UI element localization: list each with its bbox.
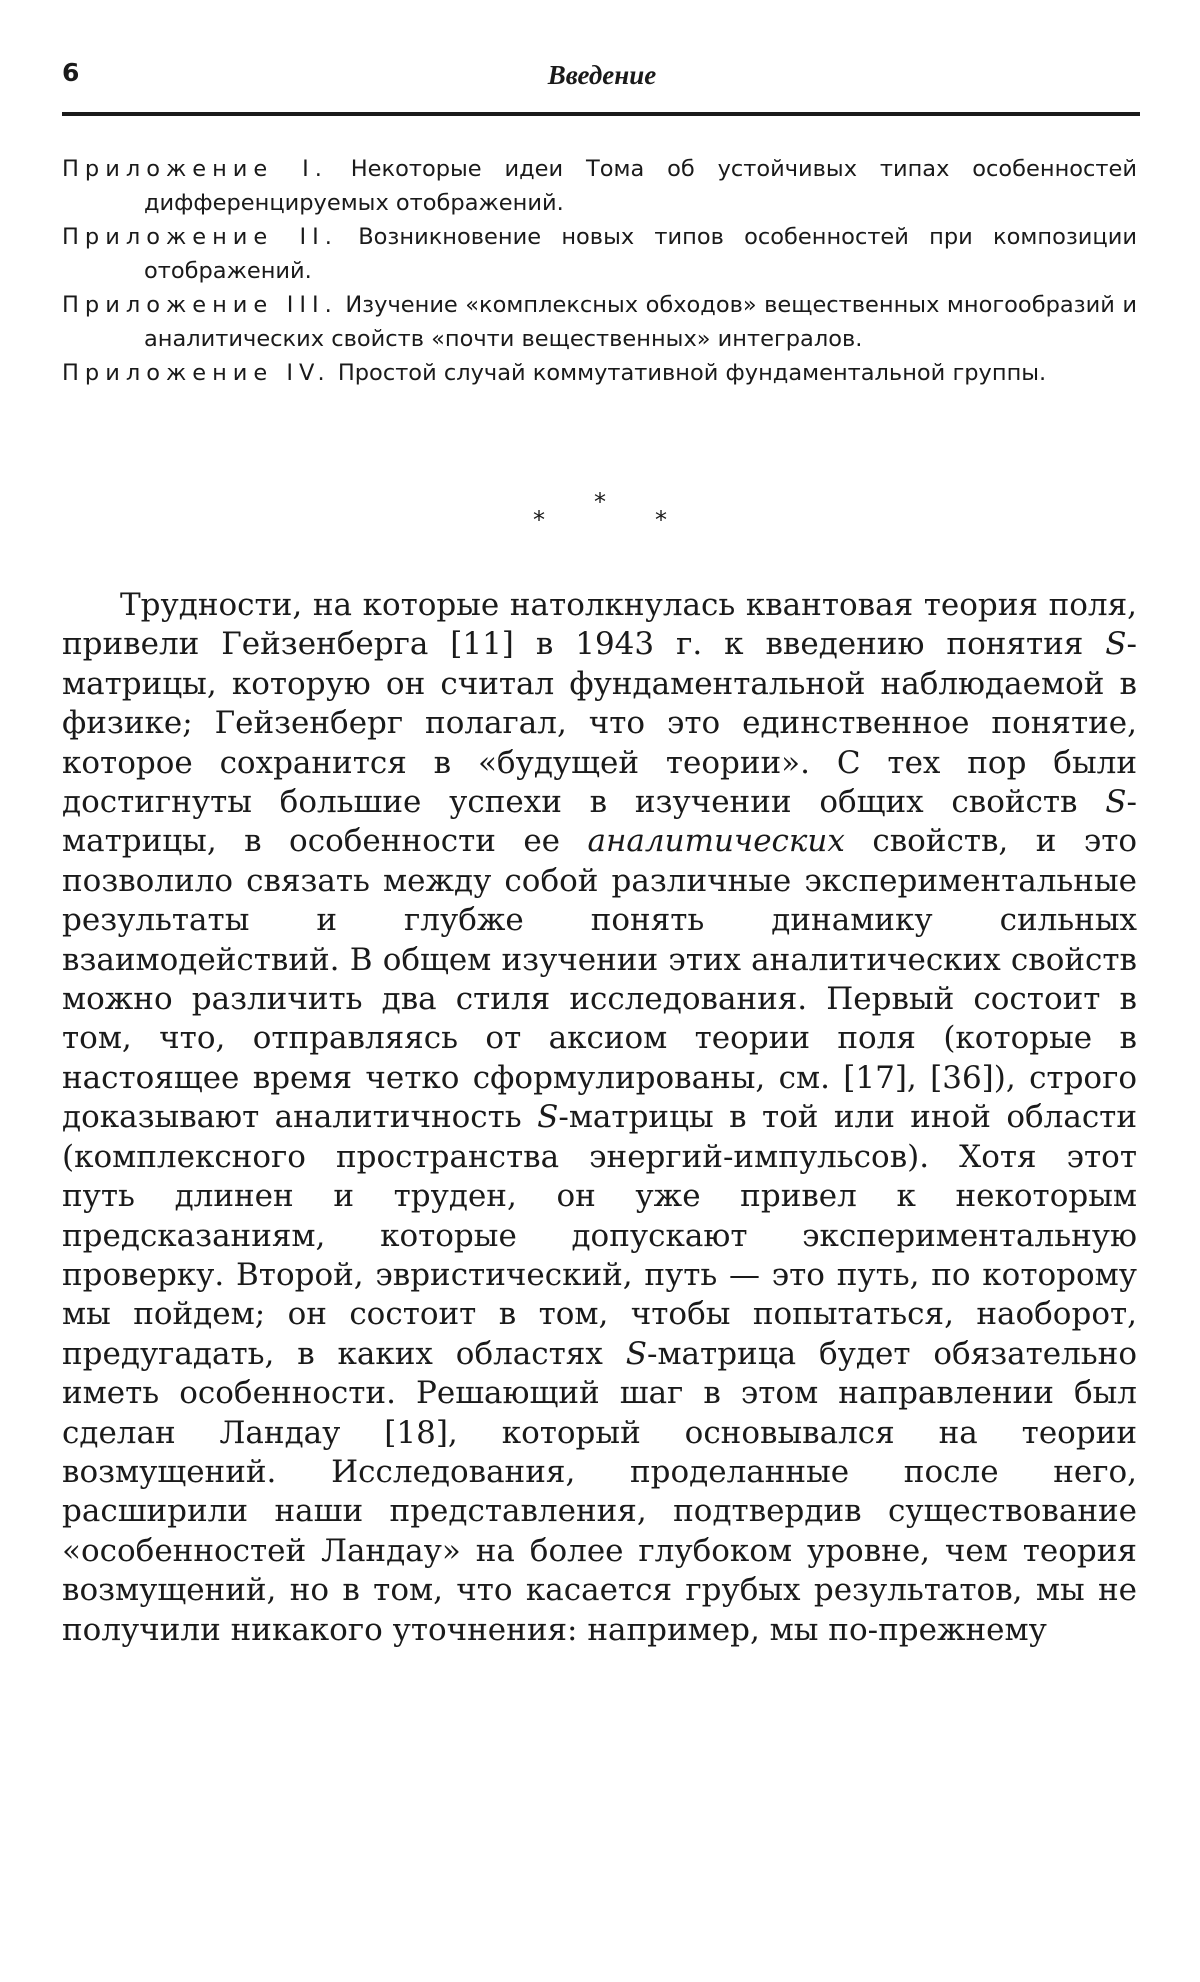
appendix-list <box>62 152 1137 390</box>
math-symbol: S <box>537 1099 559 1136</box>
math-symbol: S <box>1105 784 1127 821</box>
math-symbol: S <box>1105 626 1127 663</box>
asterisk: * <box>655 506 667 534</box>
asterisk: * <box>533 506 545 534</box>
body-text-run: -матрица будет обязательно иметь особенности. Решающий шаг в этом направлении был сделан Ландау [18], который основывался на теории возмущений. Исследования, проделанные после него, расширили наши представления, подтвердив существование «особенностей Ландау» на более глубоком уровне, чем теория возмущений, но в том, что касается грубых результатов, мы не получили никакого уточнения: например, мы по-прежнему <box>62 1335 1137 1648</box>
page-number: 6 <box>62 58 80 87</box>
appendix-label: Приложение II. <box>62 224 338 250</box>
appendix-label: Приложение IV. <box>62 360 331 386</box>
math-symbol: S <box>625 1335 647 1372</box>
appendix-item <box>62 152 1137 220</box>
body-text-run: -матрицы, в особенности ее <box>62 784 1137 860</box>
body-text-run: -матрицы в той или иной области (комплексного пространства энергий-импульсов). Хотя этот путь длинен и труден, он уже привел к некоторым предсказаниям, которые допускают экспериментальную проверку. Второй, эвристический, путь — это путь, по которому мы пойдем; он состоит в том, чтобы попытаться, наоборот, предугадать, в каких областях <box>62 1099 1137 1372</box>
appendix-text: Возникновение новых типов особенностей при композиции отображений. <box>144 224 1137 284</box>
running-head: Введение <box>547 60 657 90</box>
appendix-text: Изучение «комплексных обходов» вещественных многообразий и аналитических свойств «почти вещественных» интегралов. <box>144 292 1137 352</box>
appendix-text: Некоторые идеи Тома об устойчивых типах особенностей дифференцируемых отображений. <box>144 156 1137 216</box>
body-paragraph <box>62 586 1137 1650</box>
page-header <box>62 58 1142 104</box>
appendix-text: Простой случай коммутативной фундаментальной группы. <box>330 360 1047 386</box>
appendix-item <box>62 288 1137 356</box>
appendix-item <box>62 356 1137 390</box>
emphasis: аналитических <box>587 823 845 860</box>
body-text-run: свойств, и это позволило связать между собой различные экспериментальные результаты и глубже понять динамику сильных взаимодействий. В общем изучении этих аналитических свойств можно различить два стиля исследования. Первый состоит в том, что, отправляясь от аксиом теории поля (которые в настоящее время четко сформулированы, см. [17], [36]), строго доказывают аналитичность <box>62 823 1138 1136</box>
appendix-label: Приложение III. <box>62 292 338 318</box>
body-text-run: Трудности, на которые натолкнулась квантовая теория поля, привели Гейзенберга [11] в 1943 г. к введению понятия <box>62 587 1137 663</box>
appendix-item <box>62 220 1137 288</box>
appendix-label: Приложение I. <box>62 156 328 182</box>
section-asterism <box>0 488 1200 536</box>
header-rule <box>62 112 1140 116</box>
body-text-run: -матрицы, которую он считал фундаментальной наблюдаемой в физике; Гейзенберг полагал, что это единственное понятие, которое сохранится в «будущей теории». С тех пор были достигнуты большие успехи в изучении общих свойств <box>62 626 1137 821</box>
asterisk: * <box>594 488 606 516</box>
